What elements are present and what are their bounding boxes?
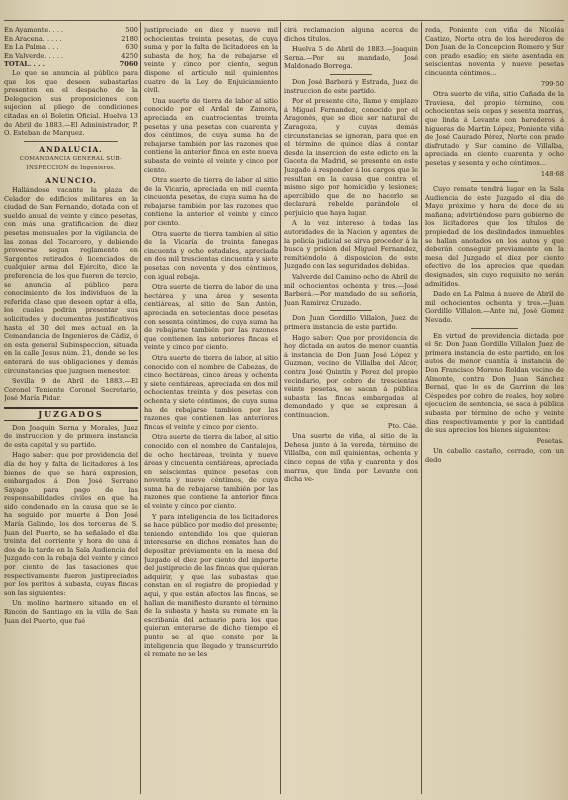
section-subtitle: COMANDANCIA GENERAL SUB-INSPECCION de Ingenieros. [19,156,123,171]
section-divider [330,74,372,75]
text-paragraph: Otra suerte de tierra de labor, al sitio conocido con el nombre de Cantalejos, de ocho hectáreas, treinta y nueve áreas y cincuenta centiáreas, apreciada en seiscientas quince pesetas con noventa y nueve céntimos, de cuya suma ha de rebajarse también por las razones que contiene la anterior finca el veinte y cinco por ciento. [144,433,278,511]
text-paragraph: Don José Barberá y Estrada, Juez de instruccion de este partido. [284,77,418,95]
source-tag: Pesetas. [536,436,564,445]
text-paragraph: Otra suerte de tierra tambien al sitio de la Vicaría de treinta fanegas cincuenta y ocho estadales, apreciada en dos mil trescientas cincuenta y siete pesetas con noventa y dos céntimos, con igual rebaja. [144,229,278,281]
section-divider [471,181,518,182]
juzgado-paragraph: Don Joaquin Serna y Morales, Juez de instruccion y de primera instancia de esta capital y su partido. [4,423,138,449]
text-paragraph: reda, Poniente con viña de Nicolás Castizo, Norte otra de los herederos de Don Juan de la Concepcion Romero y Sur con prado esadío; en siete asentada en seiscientas noventa y nueve pesetas cincuenta céntimos... [425,26,564,77]
juzgado-paragraph: Un molino harinero situado en el Rincón de Santiago en la villa de San Juan del Puerto, que fué [4,599,138,625]
text-paragraph: Otra suerte de tierra de labor al sitio de la Vicaría, apreciada en mil cuenta cincuenta pesetas, de cuya suma ha de rebajarse también por las razones que contiene la anterior el veinte y cinco por ciento. [144,176,278,228]
page-header [0,0,568,22]
header-rule [4,20,564,21]
signature-line: Valverde del Camino ocho de Abril de mil ochocientos ochenta y tres.—José Barberá.—Por mandado de su señoría, Juan Ramirez Cruzado. [284,273,418,307]
signature-line: Huelva 5 de Abril de 1883.—Joaquin Serna.—Por su mandado, José Maldonado Borrega. [284,45,418,71]
section-divider [330,310,372,311]
column-1 [4,26,138,794]
text-paragraph: Hago saber: Que por providencia de hoy dictada en autos de menor cuantía á instancia de Don Juan José López y Guzman, vecino de Villalba del Alcor, contra José Quintín y Perez del propio vecindario, por cobro de trescientas veinte pesetas, se sacan á pública subasta las fincas embargadas al demandado y que se expresan á continuacion. [284,333,418,419]
section-divider [471,328,518,329]
text-paragraph: En virtud de providencia dictada por el Sr. Don Juan Gordillo Villalon Juez de primera instancia de este partido, en los autos de menor cuantía á instancia de Don Francisco Moreno Roldan vecino de Almonte, contra Don Juan Sánchez Bernal, que lo es de Garrion de los Céspedes por cobro de reales, hoy sobre ejecucion de sentencia, se saca á pública subasta por término de ocho y veinte dias respectivamente y por la cantidad de sus aprecios los bienes siguientes: [425,331,564,435]
text-paragraph: Una suerte de tierra de labor al sitio conocido por el Ardal de Zamora, apreciada en cuatrocientas treinta pesetas y una pesetas con cuarenta y dos céntimos, de cuya suma ha de rebajarse también por las razones que contiene la anterior finca en este nueva subasta de veinte el veinte y cinco por ciento. [144,96,278,174]
section-title: ANDALUCIA. [39,144,103,154]
signature-line: Dado en La Palma á nueve de Abril de mil ochocientos ochenta y tres.—Juan Gordillo Villalon.—Ante mí, José Gomez Nevado. [425,290,564,324]
text-paragraph: Otra suerte de tierra de labor de una hectárea y una área y sesenta centiáreas, al sitio de San Antón, apreciada en setecientas doce pesetas con sesenta céntimos, de cuya suma ha de rebajarse también por las razones que contienen las anteriores fincas el veinte y cinco por ciento. [144,283,278,352]
text-paragraph: Otra suerte de viña, sitio Cañada de la Traviesa, del propio término, con ochocientas seis cepas y sesenta marras, que linda á Levante con herederos á higueras de Martin López, Poniente viña de José Caurado Pérez, Norte con prado disfrutado y Sur camino de Villalba, apreciada en ciento cuarenta y ocho pesetas y sesenta y ocho céntimos... [425,90,564,167]
text-paragraph: Cuyo remate tendrá lugar en la Sala Audiencia de este Juzgado el dia de Mayo próximo y hora de doce de su mañana; advirtiéndose para gobierno de los licitadores que los títulos de propiedad de los deslindados inmuebles se hallan anotados en los autos y que deberán conseguir previamente en la mesa del Juzgado el diez por ciento efectivo de los aprecios que quedan designados, sin cuyo requisito no serán admitidos. [425,185,564,288]
tax-row: En Valverde. . . . . 4250 [4,51,138,60]
tax-row: En Ayamonte. . . . 500 [4,26,138,34]
anuncio-title: ANUNCIO. [45,175,97,185]
column-4 [425,26,564,794]
text-paragraph: Una suerte de viña, al sitio de la Dehesa junto á la vereda, término de Villalba, con mil quinientas, ochenta y cinco cepas de viña y cuarenta y dos marras, que linda por Levante con dicha ve- [284,432,418,484]
text-paragraph: Otra suerte de tierra de labor, al sitio conocido con el nombre de Cabezas, de cinco hectáreas, cinco áreas y ochenta y siete centiáreas, apreciada en dos mil ochocientas treinta y dos pesetas con ochenta y siete céntimos, de cuya suma ha de rebajarse tambien por las razones que contienen las anteriores fincas el veinte y cinco por ciento. [144,353,278,431]
text-paragraph: Por el presente cito, llamo y emplazo á Miguel Fernandez, conocido por el Aragonés, que se dice ser natural de Zaragoza, y cuyas demás circunstancias se ignoran, para que en el término de quince días á contar desde la insercion de este edicto en la Gaceta de Madrid, se presente en este Juzgado á responder á los cargos que le resultan en la causa que contra el mismo sigo por homicidio y lesiones; apercibido que de no hacerlo se declarará rebelde parándole el perjuicio que haya lugar. [284,97,418,217]
text-paragraph: Y para inteligencia de los licitadores se hace público por medio del presente; teniendo entendido los que quieran interesarse en dichos remates han de depositar préviamente en la mesa del Juzgado el diez por ciento del importe del justiprecio de las fincas que quieran adquirir, y que las subastas que constan en el registro de propiedad y aqui, y que están afectos las fincas, se hallan de manifiesto durante el término de la subasta y hasta su remate en la escribanía del actuario para los que quieran enterarse de dicho tiempo el punto se al que conste por la inteligencia que llegado y transcurrido el remate no se les [144,512,278,659]
column-2 [144,26,278,794]
section-divider [24,141,118,142]
tax-row: En La Palma . . . 630 [4,43,138,52]
text-paragraph: Don Juan Gordillo Villalon, Juez de primera instancia de este partido. [284,314,418,331]
juzgados-header: JUZGADOS [4,407,138,421]
amount-value: 799·50 [540,79,564,88]
anuncio-signature: Sevilla 9 de Abril de 1883.—El Coronel Teniente Coronel Secretario, José María Pidar. [4,377,138,403]
text-paragraph: Un caballo castaño, cerrado, con un dedo [425,447,564,464]
juzgado-paragraph: Hago saber: que por providencia del día de hoy y falta de licitadores á los bienes de que se hará expresion, embargados á Don José Serrano Sayago para pago de las responsabilidades civiles en que ha sido condenado en la causa que se le ha seguido por muerte á Don José María Galindo, los dos terceras de S. Juan del Puerto, se ha señalado el dia treinta del corriente y hora de una á dos de la tarde en la Sala Audiencia del Juzgado con la rebaja del veinte y cinco por ciento de las tasaciones que respectivamente fueron justipreciados por los peritos á subasta, cuyas fincas son las siguientes: [4,451,138,597]
tax-row: En Aracena. . . . . 2180 [4,34,138,43]
intro-paragraph: Lo que se anuncia al público para que los que deseen subastarlas presenten en el despacho de la Delegacion sus proposiciones con sujecion al pliego de condiciones citadas en el Boletin Oficial. Huelva 13 de Abril de 1883.—El Administrador, P. O. Esteban de Marquez. [4,68,138,138]
text-paragraph: justipreciado en diez y nueve mil ochocientas treinta pesetas, de cuya suma y por la falta de licitadores en la subasta de hoy, ha de rebajarse el veinte y cinco por ciento, segun dispone el articulo mil quinientos cuatro de la Ley de Enjuiciamiento civil. [144,26,278,95]
anuncio-paragraph: Hallándose vacante la plaza de Celador de edificios militares en la ciudad de San Fernando, dotada con el sueldo anual de veinte y cinco pesetas, con más una gratificacion de diez pesetas mensuales por la vigilancia de las zonas del Tocarcero, y debiendo proveerse segun reglamento en Sargentos retirados ó licenciados de cualquier arma del Ejército, dice la preferencia de los que fueren de tercio, se anuncia al público para conocimiento de los individuos de la referida clase que deseen optar á ella, los cuales podrán presentar sus solicitudes y documentos justificativos hasta el 30 del mes actual en la Comandancia de Ingenieros de Cádiz, ó en esta general Subinspeccion, situada en la calle Jesus núm. 21, donde se les enterará de sus obligaciones y demás circunstancias que juzguen menester. [4,186,138,375]
column-3 [284,26,418,794]
column-divider [140,22,141,794]
column-divider [421,22,422,794]
amount-value: 148·68 [540,169,564,178]
tax-total-row: TOTAL. . . . 7060 [4,60,138,69]
text-paragraph: cirá reclamacion alguna acerca de dichos títulos. [284,26,418,43]
text-paragraph: A la vez intereso á todas las autoridades de la Nacion y agentes de la policía judicial se sirva proceder á la busca y prision del Miguel Fernandez, remitiéndolo á disposicion de este Juzgado con las seguridades debidas. [284,219,418,271]
source-tag: Pto. Cáe. [387,421,418,430]
column-divider [280,22,281,794]
